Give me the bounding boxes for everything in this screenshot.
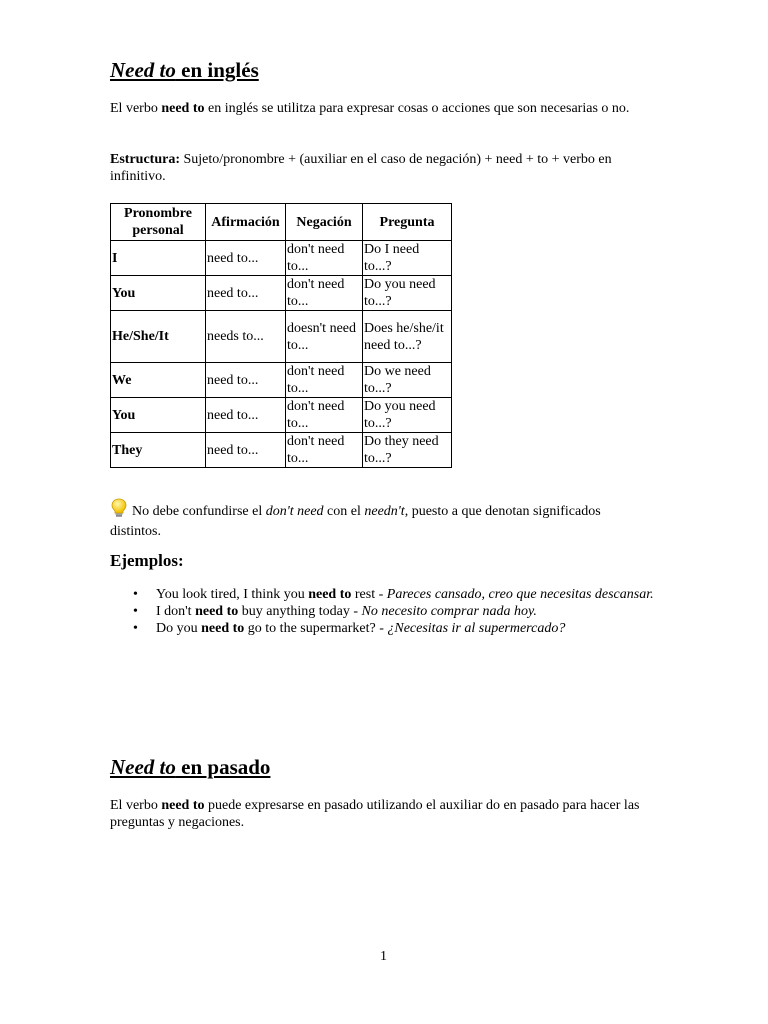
table-header: Afirmación (206, 204, 286, 241)
bullet-icon: • (133, 621, 138, 636)
structure-paragraph: Estructura: Sujeto/pronombre + (auxiliar en el caso de negación) + need + to + verbo en infinitivo. (110, 152, 612, 184)
list-item: • You look tired, I think you need to rest - Pareces cansado, creo que necesitas descansar. (133, 587, 654, 602)
table-row: We need to... don't need to... Do we need to...? (111, 363, 452, 398)
section-title-need-to-en-pasado: Need to en pasado (110, 755, 271, 779)
intro-paragraph: El verbo need to en inglés se utilitza para expresar cosas o acciones que son necesarias o no. (110, 101, 630, 116)
table-row: You need to... don't need to... Do you need to...? (111, 276, 452, 311)
page-number: 1 (380, 949, 387, 964)
conjugation-table (110, 203, 452, 468)
past-intro-paragraph: El verbo need to puede expresarse en pasado utilizando el auxiliar do en pasado para hacer las preguntas y negaciones. (110, 798, 640, 830)
table-row: I need to... don't need to... Do I need to...? (111, 241, 452, 276)
table-header: Pregunta (363, 204, 452, 241)
bullet-icon: • (133, 587, 138, 602)
note-paragraph: No debe confundirse el don't need con el needn't, puesto a que denotan significados distintos. (110, 498, 655, 540)
list-item: • I don't need to buy anything today - No necesito comprar nada hoy. (133, 604, 537, 619)
table-row: They need to... don't need to... Do they need to...? (111, 433, 452, 468)
table-row: He/She/It needs to... doesn't need to... Does he/she/it need to...? (111, 311, 452, 363)
table-header: Negación (286, 204, 363, 241)
examples-heading: Ejemplos: (110, 551, 184, 570)
examples-list (110, 586, 655, 637)
section-title-need-to-en-ingles: Need to en inglés (110, 58, 259, 82)
table-row: You need to... don't need to... Do you need to...? (111, 398, 452, 433)
list-item: • Do you need to go to the supermarket? - ¿Necesitas ir al supermercado? (133, 621, 566, 636)
lightbulb-icon (110, 498, 128, 523)
bullet-icon: • (133, 604, 138, 619)
table-header: Pronombre personal (111, 204, 206, 241)
